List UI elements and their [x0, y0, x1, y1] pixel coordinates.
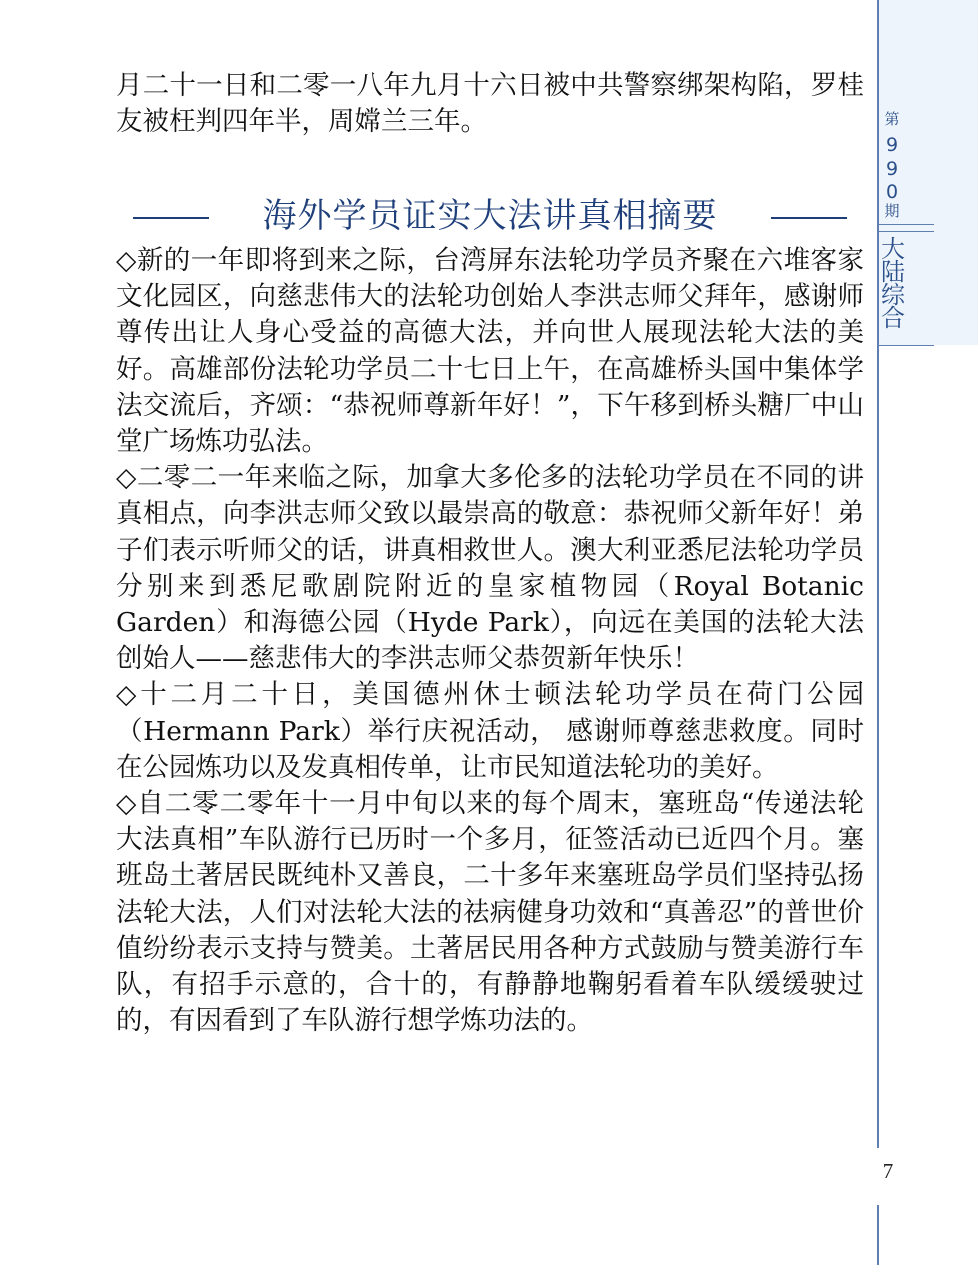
section-label	[879, 235, 907, 332]
page-number: 7	[882, 1159, 894, 1183]
paragraph: ◇新的一年即将到来之际，台湾屏东法轮功学员齐聚在六堆客家文化园区，向慈悲伟大的法轮功创始人李洪志师父拜年，感谢师尊传出让人身心受益的高德大法，并向世人展现法轮大法的美好。高雄部份法轮功学员二十七日上午，在高雄桥头国中集体学法交流后，齐颂：“恭祝师尊新年好！”，下午移到桥头糖厂中山堂广场炼功弘法。	[116, 245, 864, 458]
sidebar-divider	[877, 231, 934, 232]
vertical-char: 0	[885, 181, 899, 203]
section-body	[116, 243, 864, 1039]
vertical-char: 9	[885, 134, 899, 156]
vertical-char: 大	[881, 235, 905, 263]
section-heading	[116, 192, 864, 242]
section-title: 海外学员证实大法讲真相摘要	[262, 196, 718, 236]
vertical-char: 综	[881, 281, 905, 309]
paragraph: ◇二零二一年来临之际，加拿大多伦多的法轮功学员在不同的讲真相点，向李洪志师父致以最崇高的敬意：恭祝师父新年好！弟子们表示听师父的话，讲真相救世人。澳大利亚悉尼法轮功学员分别来到悉尼歌剧院附近的皇家植物园（Royal Botanic Garden）和海德公园（Hyde Park），向远在美国的法轮大法创始人——慈悲伟大的李洪志师父恭贺新年快乐！	[116, 462, 864, 675]
vertical-char: 合	[881, 304, 905, 332]
sidebar-divider	[877, 224, 934, 225]
paragraph: ◇自二零二零年十一月中旬以来的每个周末，塞班岛“传递法轮大法真相”车队游行已历时一个多月，征签活动已近四个月。塞班岛土著居民既纯朴又善良，二十多年来塞班岛学员们坚持弘扬法轮大法，人们对法轮大法的祛病健身功效和“真善忍”的普世价值纷纷表示支持与赞美。土著居民用各种方式鼓励与赞美游行车队，有招手示意的，合十的，有静静地鞠躬看着车队缓缓驶过的，有因看到了车队游行想学炼功法的。	[116, 788, 864, 1037]
paragraph: 月二十一日和二零一八年九月十六日被中共警察绑架构陷，罗桂友被枉判四年半，周嫦兰三年。	[116, 70, 864, 138]
continued-text	[116, 68, 864, 140]
issue-prefix: 第	[884, 110, 900, 128]
issue-number	[879, 134, 905, 205]
sidebar-divider	[877, 345, 934, 346]
vertical-char: 陆	[881, 258, 905, 286]
margin-rule-bottom	[877, 1205, 879, 1265]
heading-dash-right	[771, 217, 847, 219]
paragraph: ◇十二月二十日，美国德州休士顿法轮功学员在荷门公园（Hermann Park）举行庆祝活动， 感谢师尊慈悲救度。同时在公园炼功以及发真相传单，让市民知道法轮功的美好。	[116, 679, 864, 783]
vertical-char: 9	[885, 157, 899, 180]
issue-suffix: 期	[884, 202, 900, 220]
